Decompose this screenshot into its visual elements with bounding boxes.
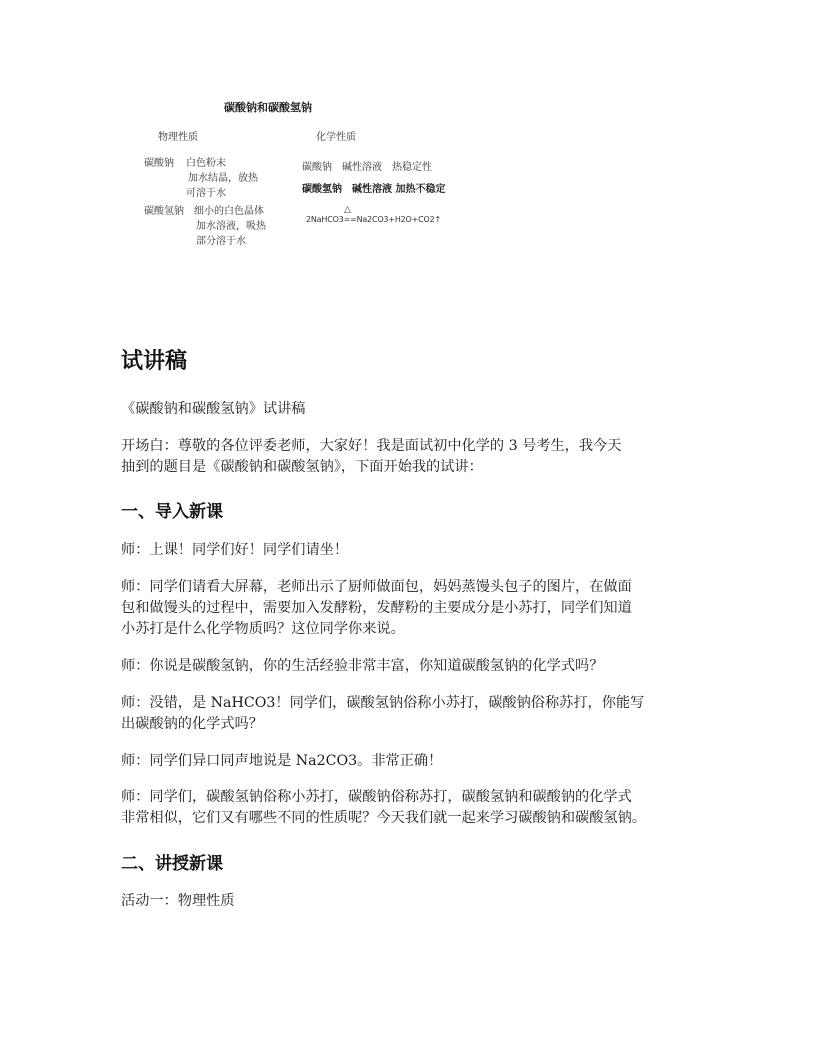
paragraph-2-line-1: 师：同学们请看大屏幕，老师出示了厨师做面包，妈妈蒸馒头包子的图片，在做面 — [121, 579, 632, 595]
section-heading-1: 一、导入新课 — [121, 502, 223, 522]
board-na2co3-prop1: 白色粉末 — [186, 158, 226, 169]
paragraph-6-line-1: 师：同学们，碳酸氢钠俗称小苏打，碳酸钠俗称苏打，碳酸氢钠和碳酸钠的化学式 — [121, 789, 632, 805]
board-nahco3-prop2: 加水溶液，吸热 — [196, 221, 266, 232]
board-chem-na2co3: 碳酸钠 碱性溶液 热稳定性 — [302, 162, 432, 173]
doc-subtitle: 《碳酸钠和碳酸氢钠》试讲稿 — [121, 401, 306, 417]
paragraph-4-line-1: 师：没错，是 NaHCO3！同学们，碳酸氢钠俗称小苏打，碳酸钠俗称苏打，你能写 — [121, 695, 645, 711]
blackboard-design-image — [140, 96, 460, 256]
board-nahco3-name: 碳酸氢钠 — [144, 206, 184, 217]
paragraph-6-line-2: 非常相似，它们又有哪些不同的性质呢？今天我们就一起来学习碳酸钠和碳酸氢钠。 — [121, 810, 646, 826]
board-physical-header: 物理性质 — [158, 132, 198, 143]
paragraph-4-line-2: 出碳酸钠的化学式吗？ — [121, 716, 263, 732]
paragraph-5: 师：同学们异口同声地说是 Na2CO3。非常正确！ — [121, 753, 443, 769]
board-chem-nahco3: 碳酸氢钠 碱性溶液 加热不稳定 — [302, 184, 446, 195]
board-delta-symbol: △ — [344, 205, 351, 215]
opening-line-1: 开场白：尊敬的各位评委老师，大家好！我是面试初中化学的 3 号考生，我今天 — [121, 438, 622, 454]
board-na2co3-prop2: 加水结晶，放热 — [188, 173, 258, 184]
paragraph-1: 师：上课！同学们好！同学们请坐！ — [121, 542, 349, 558]
board-na2co3-prop3: 可溶于水 — [186, 188, 226, 199]
paragraph-2-line-3: 小苏打是什么化学物质吗？这位同学你来说。 — [121, 621, 405, 637]
paragraph-3: 师：你说是碳酸氢钠，你的生活经验非常丰富，你知道碳酸氢钠的化学式吗？ — [121, 658, 604, 674]
board-title: 碳酸钠和碳酸氢钠 — [224, 101, 312, 114]
board-chemical-header: 化学性质 — [316, 132, 356, 143]
board-na2co3-name: 碳酸钠 — [144, 158, 174, 169]
section-heading-2: 二、讲授新课 — [121, 854, 223, 874]
board-nahco3-prop3: 部分溶于水 — [196, 236, 246, 247]
paragraph-2-line-2: 包和做馒头的过程中，需要加入发酵粉，发酵粉的主要成分是小苏打，同学们知道 — [121, 600, 632, 616]
opening-line-2: 抽到的题目是《碳酸钠和碳酸氢钠》，下面开始我的试讲： — [121, 459, 483, 475]
board-nahco3-prop1: 细小的白色晶体 — [194, 206, 264, 217]
board-equation: 2NaHCO3==Na2CO3+H2O+CO2↑ — [306, 215, 442, 224]
page-title: 试讲稿 — [121, 349, 188, 374]
activity-heading: 活动一：物理性质 — [121, 893, 235, 909]
